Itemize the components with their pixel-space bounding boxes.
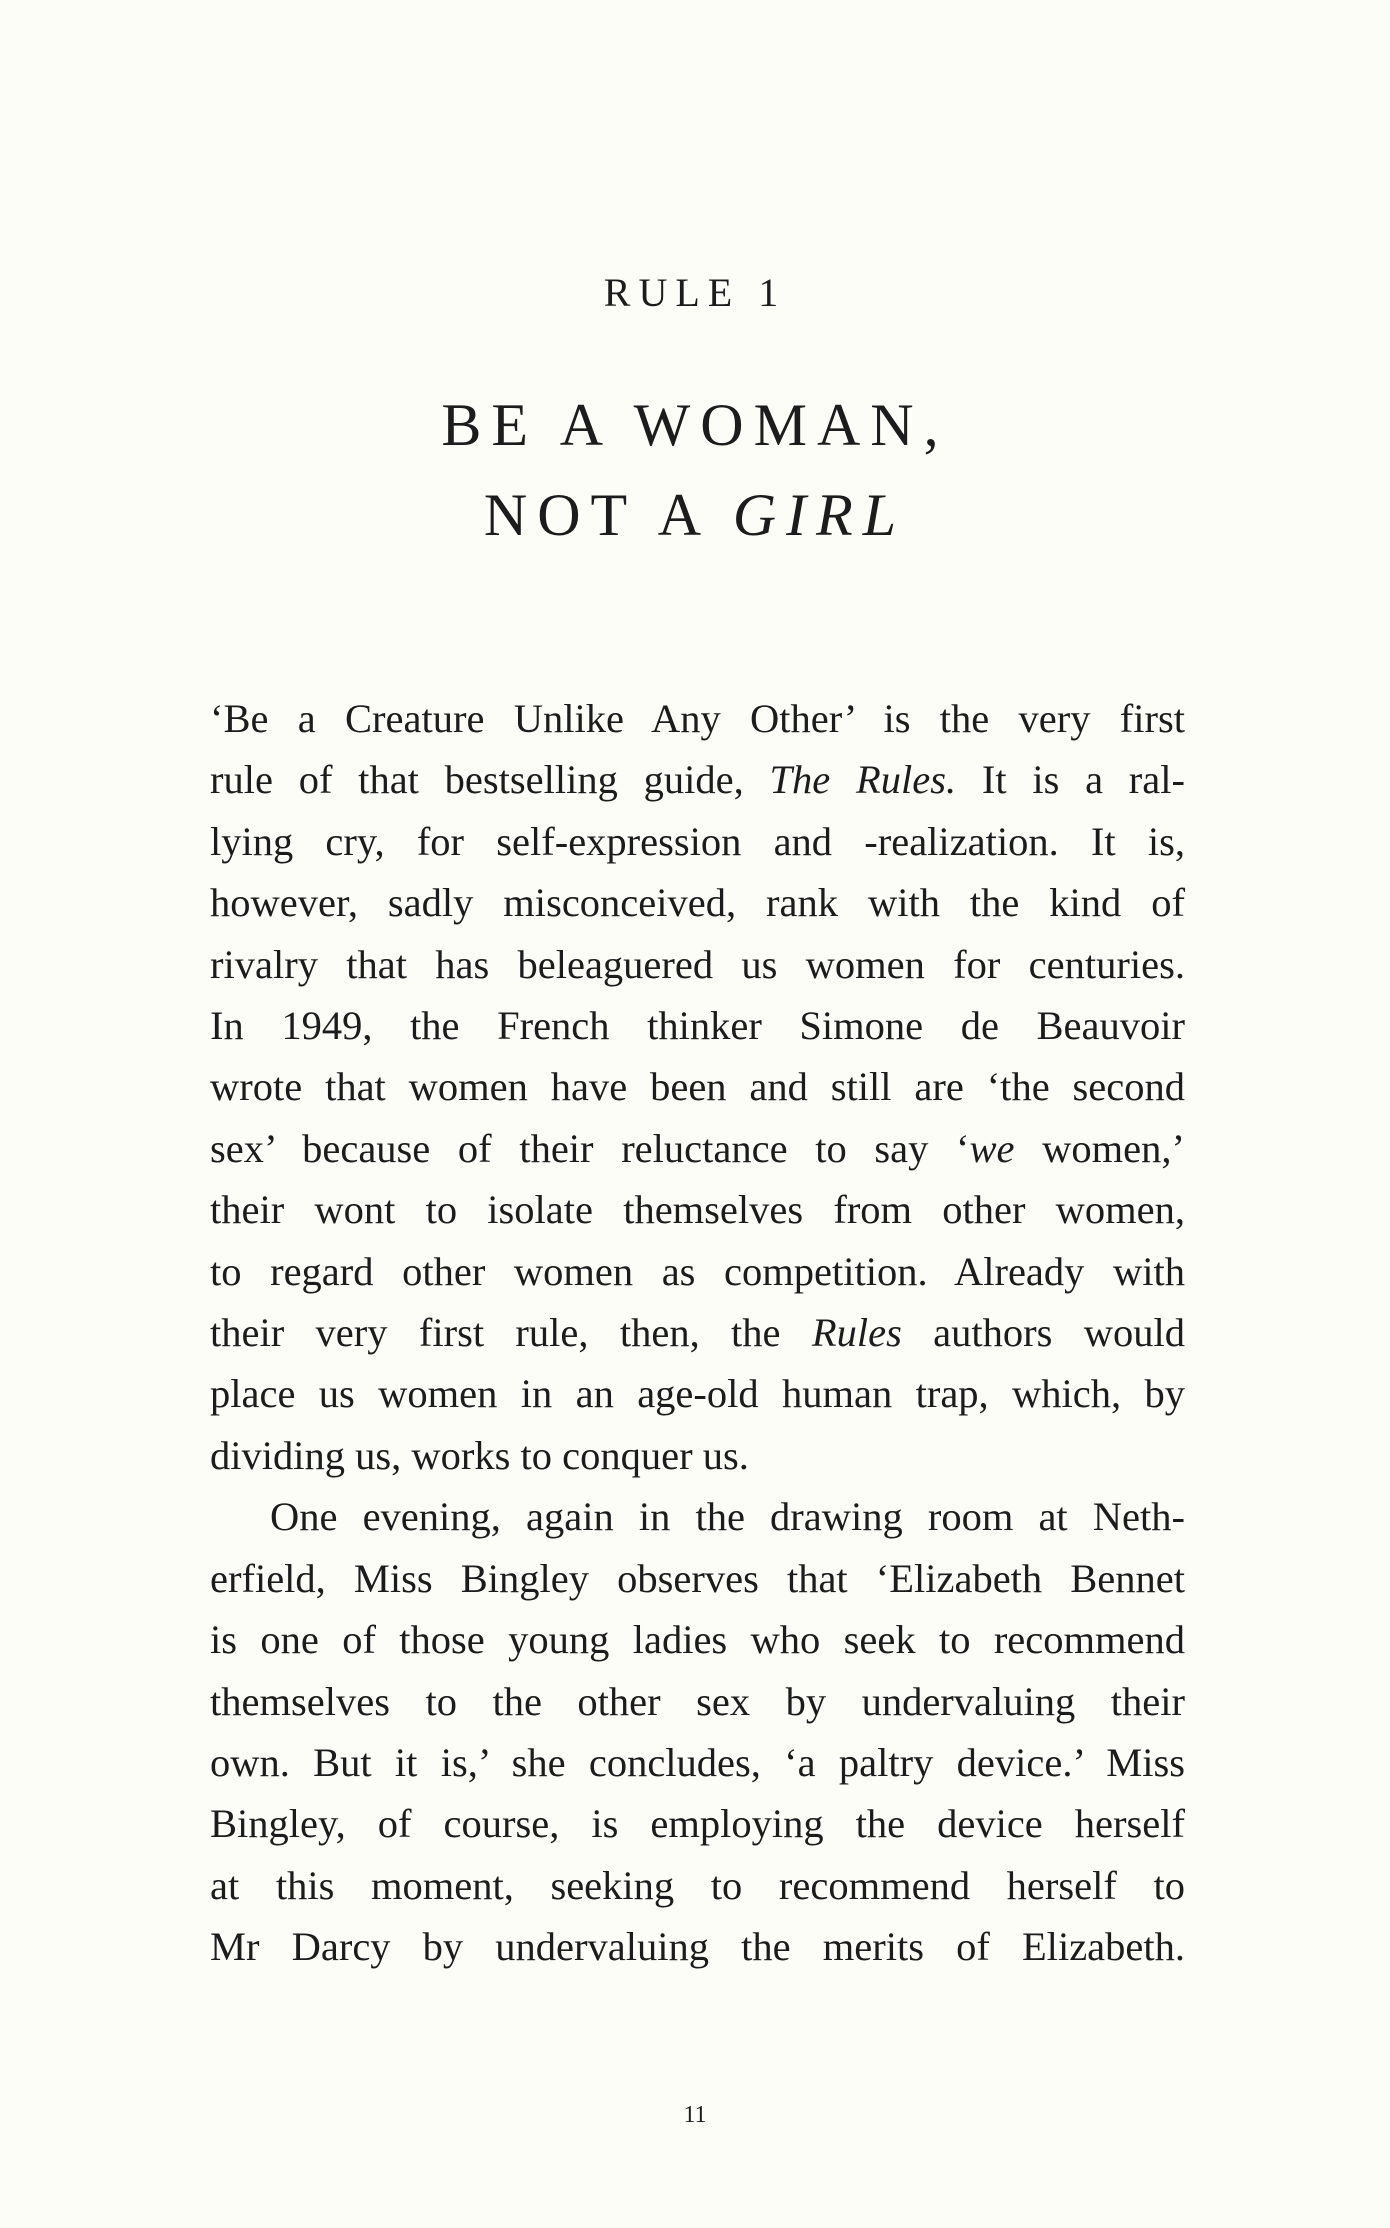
text-line	[210, 1118, 1185, 1179]
text-line: however, sadly misconceived, rank with the kind of	[210, 880, 1185, 926]
text-line: rivalry that has beleaguered us women for centuries.	[210, 941, 1185, 987]
text-run: their very first rule, then, the	[210, 1310, 812, 1356]
text-line: wrote that women have been and still are ‘the second	[210, 1064, 1185, 1110]
text-line: own. But it is,’ she concludes, ‘a paltry device.’ Miss	[210, 1739, 1185, 1785]
chapter-title	[0, 380, 1390, 560]
text-line: place us women in an age-old human trap, which, by	[210, 1371, 1185, 1417]
chapter-title-line-1: BE A WOMAN,	[441, 392, 949, 458]
text-line: In 1949, the French thinker Simone de Beauvoir	[210, 1003, 1185, 1049]
chapter-title-line-2-plain: NOT A	[483, 482, 733, 548]
text-line: ‘Be a Creature Unlike Any Other’ is the very first	[210, 696, 1185, 741]
chapter-rule-number: RULE 1	[603, 270, 787, 315]
chapter-title-line-2	[0, 470, 1390, 560]
page-number: 11	[683, 2102, 707, 2128]
chapter-title-line-2-italic: GIRL	[732, 482, 907, 548]
text-line: to regard other women as competition. Already with	[210, 1248, 1185, 1294]
italic-we: we	[969, 1125, 1015, 1171]
italic-rules: Rules	[811, 1310, 902, 1356]
text-line: lying cry, for self-expression and -realization. It is,	[210, 818, 1185, 864]
text-line: is one of those young ladies who seek to recommend	[210, 1617, 1185, 1663]
paragraph-2	[210, 1486, 1185, 1977]
book-title-the-rules: The Rules.	[769, 757, 957, 803]
text-run: sex’ because of their reluctance to say ‘	[210, 1125, 970, 1171]
text-line	[210, 749, 1185, 810]
text-line: Bingley, of course, is employing the device herself	[210, 1801, 1185, 1847]
text-line	[210, 1302, 1185, 1363]
text-line: themselves to the other sex by undervaluing their	[210, 1678, 1185, 1724]
text-line: Mr Darcy by undervaluing the merits of Elizabeth.	[210, 1924, 1185, 1970]
text-run: women,’	[1014, 1125, 1185, 1171]
text-line: their wont to isolate themselves from other women,	[210, 1187, 1185, 1233]
text-run: It is a ral-	[956, 757, 1185, 803]
body-text	[210, 688, 1185, 1978]
text-line: dividing us, works to conquer us.	[210, 1432, 749, 1478]
paragraph-1	[210, 688, 1185, 1486]
text-line: at this moment, seeking to recommend herself to	[210, 1862, 1185, 1908]
text-line: One evening, again in the drawing room at Neth-	[270, 1494, 1185, 1540]
text-run: rule of that bestselling guide,	[210, 757, 770, 803]
text-line: erfield, Miss Bingley observes that ‘Elizabeth Bennet	[210, 1555, 1185, 1601]
text-run: authors would	[901, 1310, 1185, 1356]
